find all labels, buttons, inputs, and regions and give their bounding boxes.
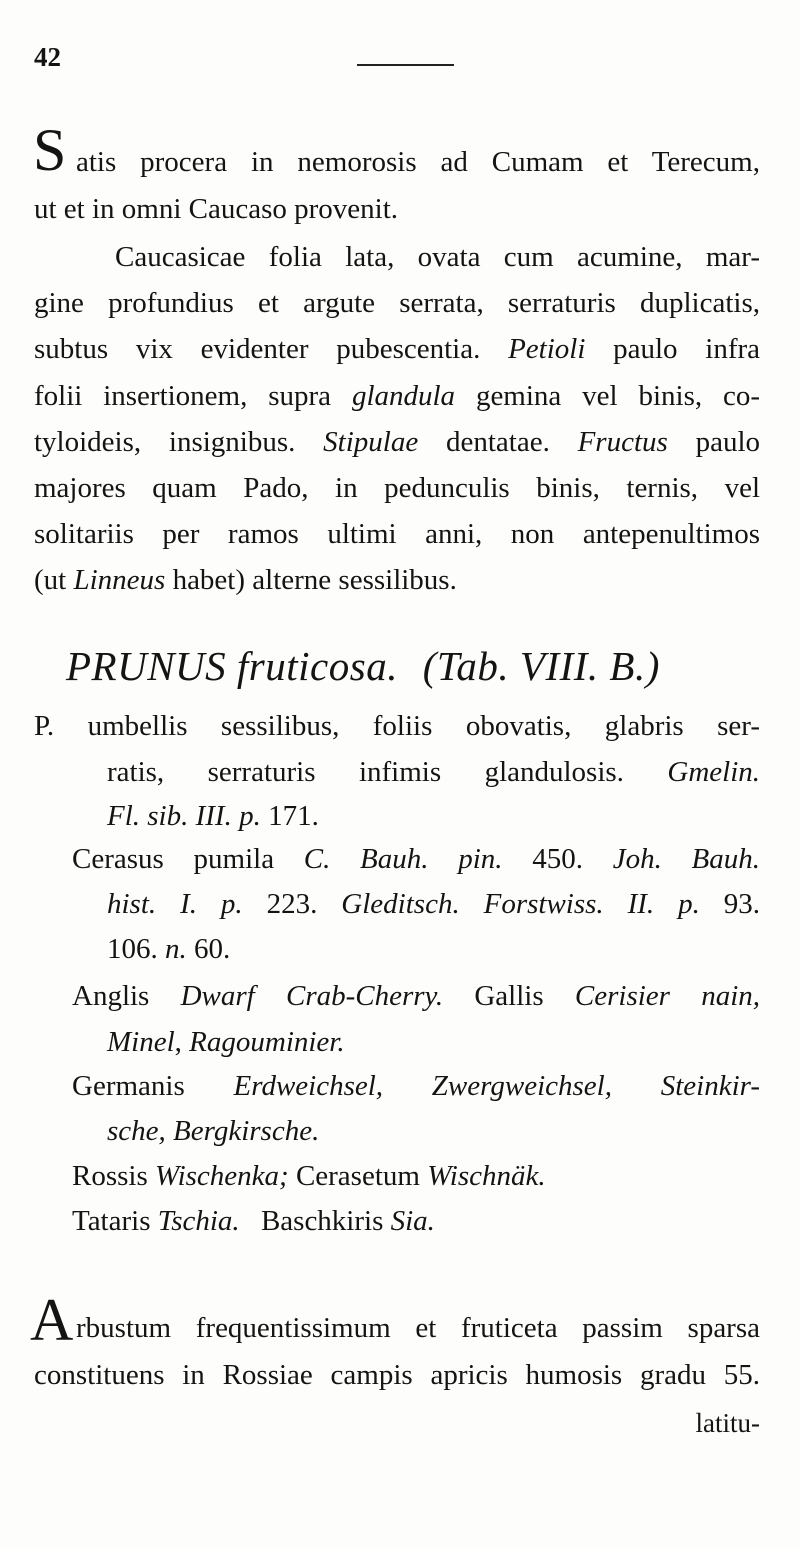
page-ref: 93. (723, 888, 761, 920)
species-name: fruticosa. (236, 643, 398, 689)
text: Cerasetum (295, 1160, 420, 1192)
citation: Joh. Bauh. (612, 843, 760, 875)
citation: C. Bauh. pin. (303, 843, 503, 875)
diagnosis-line3 (107, 802, 319, 831)
para2-line4 (34, 382, 760, 411)
text: ratis, serraturis infimis glandulosis. (107, 756, 624, 788)
para3-line2: constituens in Rossiae campis apricis humosis gradu 55. (34, 1359, 760, 1391)
page-ref: 60. (194, 933, 231, 965)
term-stipulae: Stipulae (323, 426, 419, 458)
para1-line2: ut et in omni Caucaso provenit. (34, 193, 399, 225)
species-heading (66, 642, 660, 690)
text: subtus vix evidenter pubescentia. (34, 333, 481, 365)
text: gemina vel binis, co- (475, 380, 761, 412)
text: habet) alterne sessilibus. (172, 564, 457, 596)
text: Rossis (72, 1160, 148, 1192)
para2-line5 (34, 428, 760, 457)
name-bashkir: Sia. (390, 1205, 435, 1237)
name-german: Erdweichsel, Zwergweichsel, Steinkir- (233, 1070, 761, 1102)
names-german (72, 1072, 760, 1101)
names-russian (72, 1162, 546, 1191)
citation: Fl. sib. III. p. (107, 800, 261, 832)
term-petioli: Petioli (508, 333, 586, 365)
plate-reference: (Tab. VIII. B.) (422, 643, 660, 689)
page-ref: 106. (107, 933, 158, 965)
term-linneus: Linneus (73, 564, 166, 596)
text: umbellis sessilibus, foliis obovatis, glabris ser- (87, 710, 761, 742)
para2-line2: gine profundius et argute serrata, serraturis duplicatis, (34, 287, 760, 319)
citation: n. (165, 933, 187, 965)
diagnosis-letter: P. (34, 710, 55, 742)
names-tatar (72, 1207, 435, 1236)
names-english (72, 982, 760, 1011)
names-french-cont: Minel, Ragouminier. (107, 1026, 345, 1058)
synonym-line1 (72, 845, 760, 874)
para2-line1: Caucasicae folia lata, ovata cum acumine, mar- (115, 241, 760, 273)
text: folii insertionem, supra (34, 380, 332, 412)
text: Baschkiris (260, 1205, 384, 1237)
synonym-line2 (107, 890, 760, 919)
para2-line7: solitariis per ramos ultimi anni, non antepenultimos (34, 518, 760, 550)
text: paulo (695, 426, 761, 458)
drop-cap-s: S (33, 117, 67, 183)
term-fructus: Fructus (577, 426, 668, 458)
text: tyloideis, insignibus. (34, 426, 296, 458)
para1-line1: atis procera in nemorosis ad Cumam et Terecum, (76, 146, 760, 178)
para3-line1: rbustum frequentissimum et fruticeta passim sparsa (76, 1312, 760, 1344)
diagnosis-line1 (34, 712, 760, 741)
page-ref: 171. (268, 800, 319, 832)
citation: Gleditsch. Forstwiss. II. p. (341, 888, 700, 920)
diagnosis-line2 (107, 758, 760, 787)
name-german: sche, Bergkirsche. (107, 1115, 320, 1147)
name-french: Cerisier nain, (574, 980, 761, 1012)
genus-name: PRUNUS (66, 643, 227, 689)
para2-line6: majores quam Pado, in pedunculis binis, ternis, vel (34, 472, 760, 504)
name-french: Ragouminier. (189, 1026, 345, 1058)
header-rule (357, 64, 454, 66)
citation: hist. I. p. (107, 888, 243, 920)
text: dentatae. (445, 426, 550, 458)
name-english: Dwarf Crab-Cherry. (180, 980, 444, 1012)
drop-cap-a: A (30, 1287, 74, 1353)
text: Germanis (72, 1070, 185, 1102)
name-french: Minel (107, 1026, 175, 1058)
author-gmelin: Gmelin. (667, 756, 760, 788)
page-number: 42 (34, 42, 61, 72)
page-ref: 223. (266, 888, 318, 920)
para2-line8 (34, 566, 457, 595)
name-russian: Wischnäk. (427, 1160, 546, 1192)
name-tatar: Tschia. (157, 1205, 240, 1237)
text: Anglis (72, 980, 150, 1012)
text: Tataris (72, 1205, 151, 1237)
name-russian: Wischenka; (155, 1160, 289, 1192)
page-ref: 450. (532, 843, 583, 875)
text: Gallis (474, 980, 544, 1012)
names-german-cont (107, 1117, 319, 1146)
catchword: latitu- (695, 1408, 760, 1438)
text: paulo infra (613, 333, 761, 365)
term-glandula: glandula (351, 380, 456, 412)
synonym-line3 (107, 935, 230, 964)
para2-line3 (34, 335, 760, 364)
text: (ut (34, 564, 67, 596)
text: Cerasus pumila (72, 843, 275, 875)
